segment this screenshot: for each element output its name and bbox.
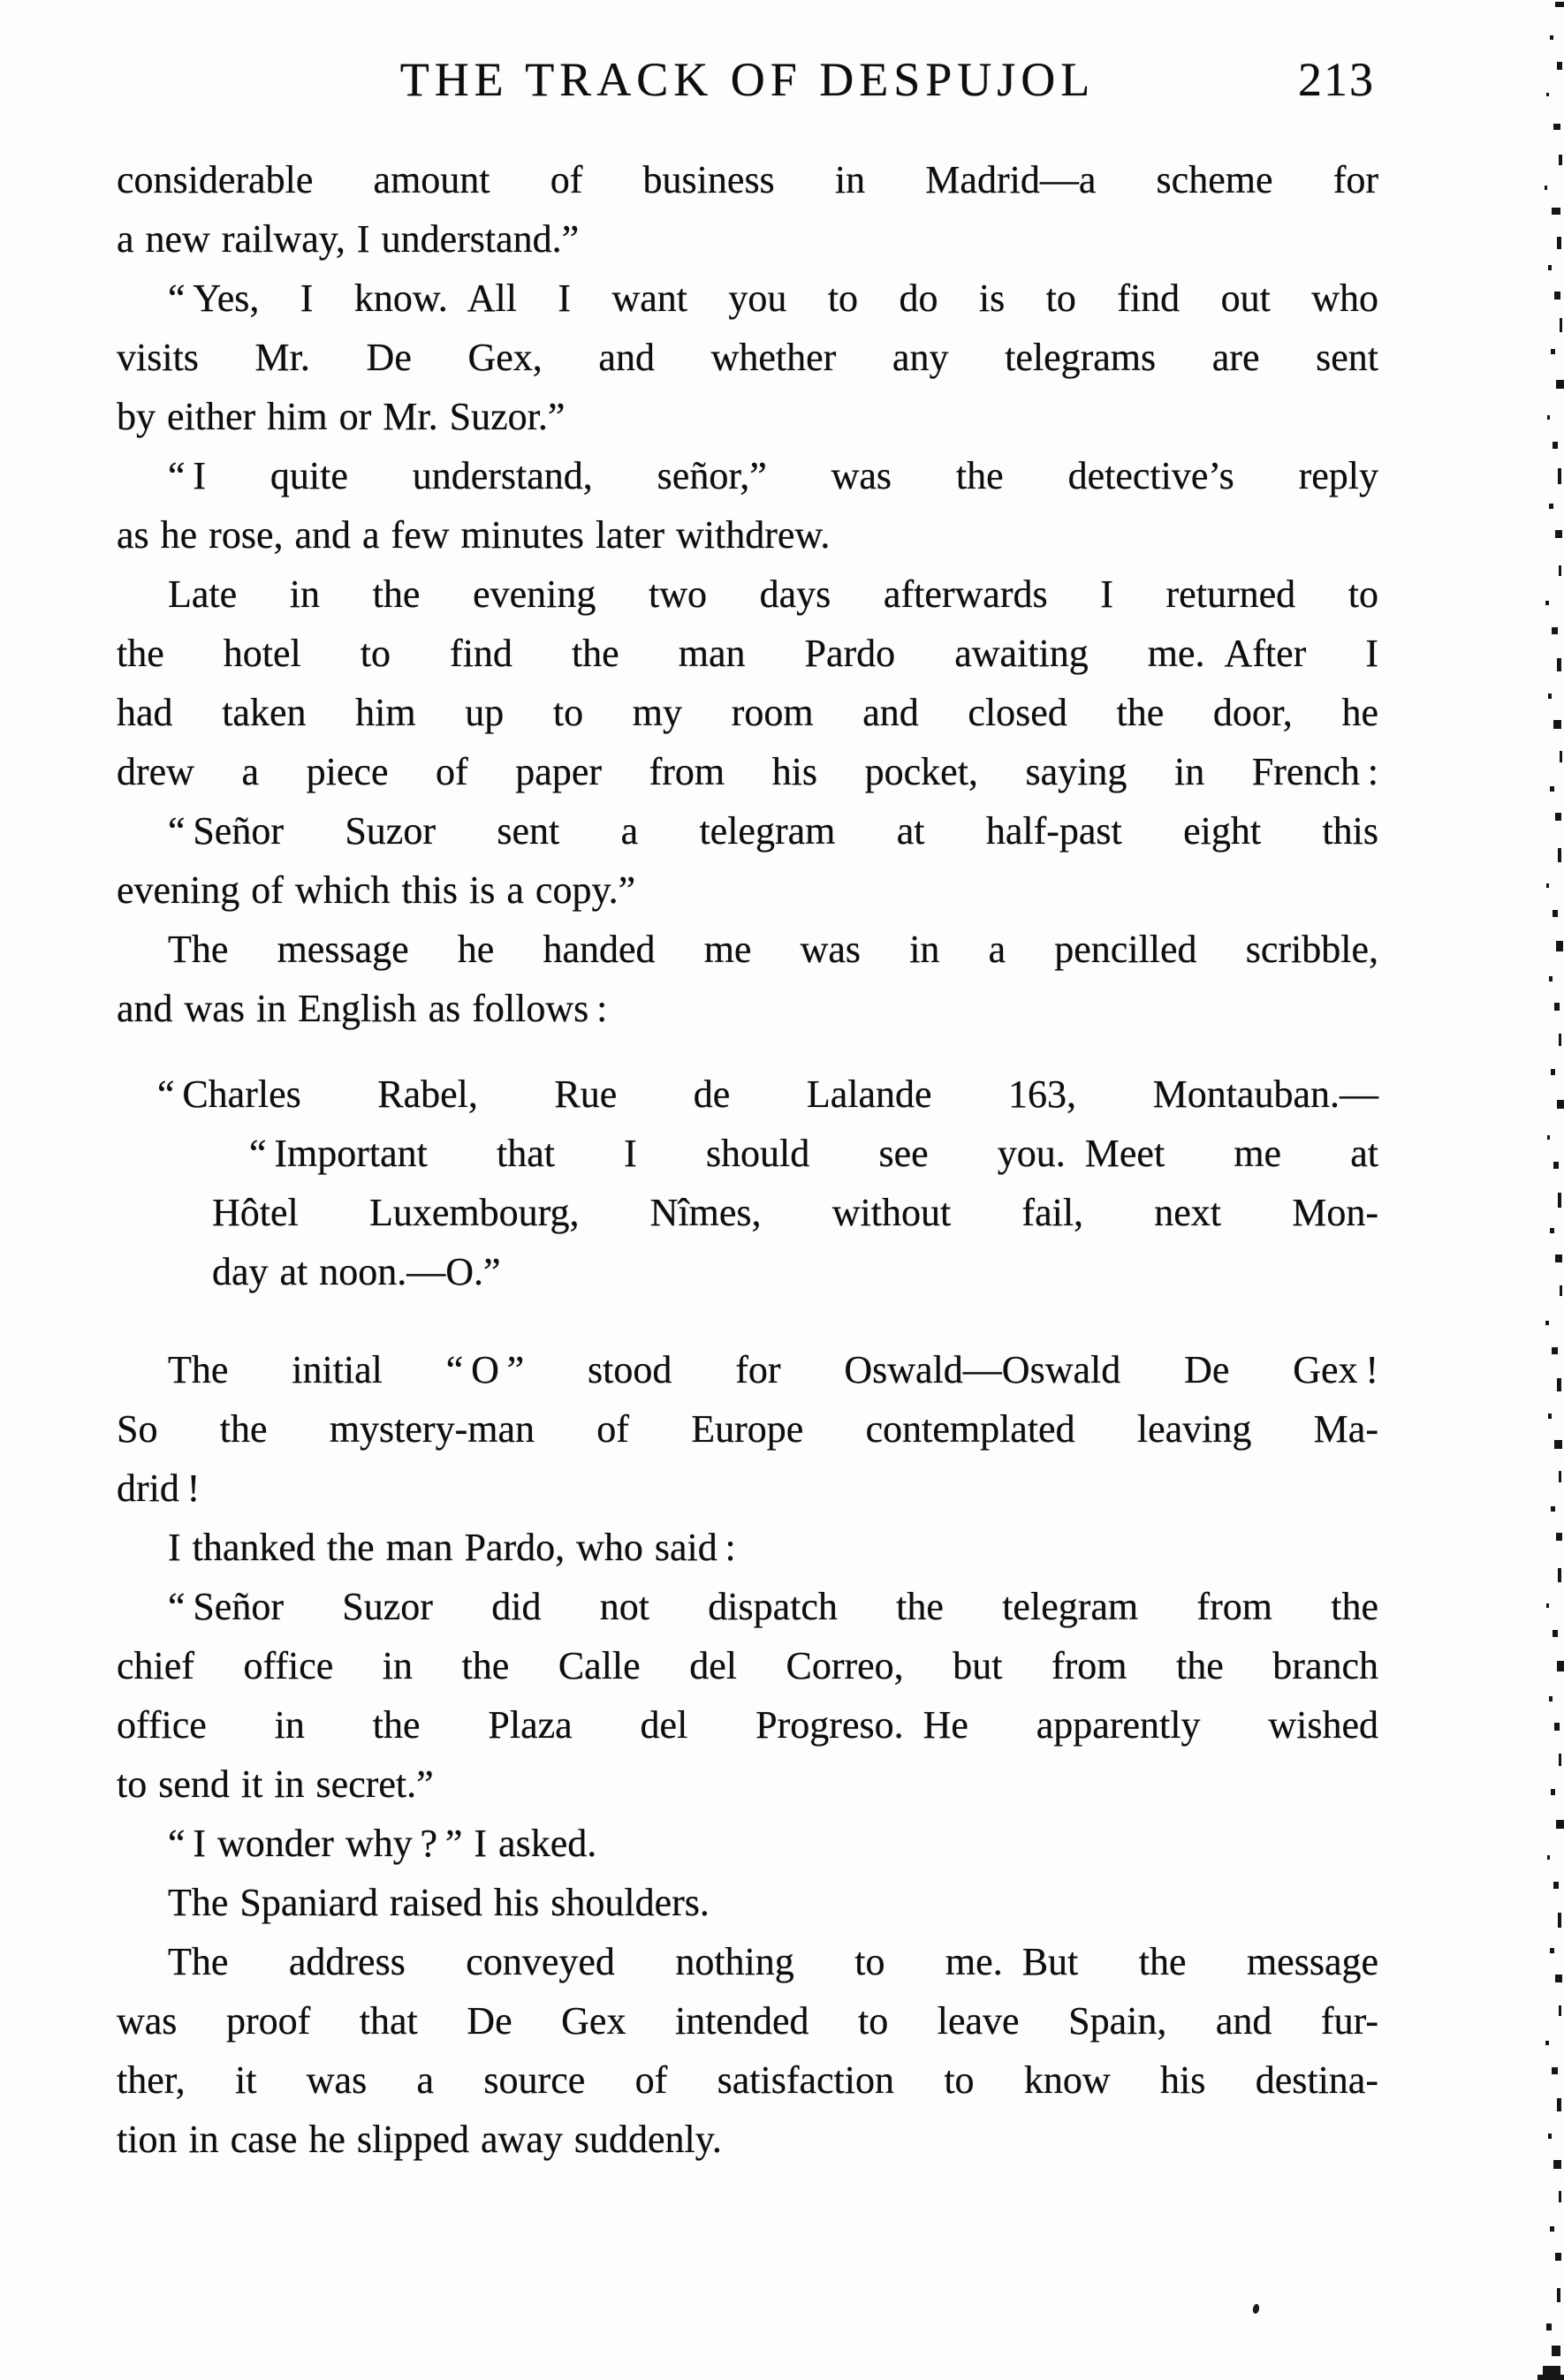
text-line: “ Señor Suzor did not dispatch the telegram from the — [168, 1585, 1378, 1628]
paragraph — [117, 1518, 1378, 1577]
text-line: office in the Plaza del Progreso. He apparently wished — [117, 1703, 1378, 1747]
text-line: The address conveyed nothing to me. But the message — [168, 1940, 1378, 1983]
text-line: Late in the evening two days afterwards I returned to — [168, 572, 1378, 616]
paragraph — [117, 150, 1378, 269]
paragraph — [117, 1814, 1378, 1873]
text-line: The Spaniard raised his shoulders. — [168, 1881, 710, 1924]
text-line: drid ! — [117, 1467, 201, 1510]
text-line: considerable amount of business in Madrid—a scheme for — [117, 158, 1378, 201]
paragraph — [117, 1577, 1378, 1814]
text-line: drew a piece of paper from his pocket, saying in French : — [117, 750, 1378, 793]
ink-speck — [1252, 2303, 1260, 2314]
text-line: Hôtel Luxembourg, Nîmes, without fail, next Mon- — [212, 1191, 1378, 1234]
text-line: a new railway, I understand.” — [117, 217, 580, 261]
text-line: “ Señor Suzor sent a telegram at half-past eight this — [168, 809, 1378, 853]
text-line: “ Charles Rabel, Rue de Lalande 163, Montauban.— — [157, 1073, 1378, 1116]
text-line: by either him or Mr. Suzor.” — [117, 395, 566, 438]
telegram_quote — [157, 1065, 1378, 1301]
text-line: had taken him up to my room and closed the door, he — [117, 691, 1378, 734]
text-line: tion in case he slipped away suddenly. — [117, 2118, 722, 2161]
text-line: I thanked the man Pardo, who said : — [168, 1526, 736, 1569]
paragraph — [117, 565, 1378, 801]
page-edge-scan-noise — [1537, 0, 1564, 2380]
text-line: and was in English as follows : — [117, 987, 608, 1030]
text-block — [117, 150, 1378, 2169]
paragraph — [117, 1932, 1378, 2169]
paragraph — [117, 446, 1378, 565]
text-line: ther, it was a source of satisfaction to know his destina- — [117, 2058, 1378, 2102]
text-line: The message he handed me was in a pencilled scribble, — [168, 928, 1378, 971]
text-line: “ Important that I should see you. Meet me at — [249, 1132, 1378, 1175]
text-line: as he rose, and a few minutes later withdrew. — [117, 513, 831, 557]
paragraph — [117, 920, 1378, 1038]
text-line: chief office in the Calle del Correo, but from the branch — [117, 1644, 1378, 1687]
paragraph — [117, 269, 1378, 446]
text-line: to send it in secret.” — [117, 1762, 434, 1806]
text-line: visits Mr. De Gex, and whether any telegrams are sent — [117, 336, 1378, 379]
text-line: So the mystery-man of Europe contemplated leaving Ma- — [117, 1407, 1378, 1451]
text-line: was proof that De Gex intended to leave Spain, and fur- — [117, 1999, 1378, 2043]
page-title: THE TRACK OF DESPUJOL — [399, 53, 1096, 106]
page-number: 213 — [1298, 53, 1375, 106]
paragraph — [117, 1340, 1378, 1518]
text-line: “ I wonder why ? ” I asked. — [168, 1822, 597, 1865]
paragraph — [117, 1873, 1378, 1932]
text-line: the hotel to find the man Pardo awaiting me. After I — [117, 632, 1378, 675]
text-line: evening of which this is a copy.” — [117, 868, 636, 912]
text-line: “ Yes, I know. All I want you to do is to find out who — [168, 277, 1378, 320]
text-line: day at noon.—O.” — [212, 1250, 501, 1293]
running-head — [117, 53, 1378, 106]
text-line: The initial “ O ” stood for Oswald—Oswald De Gex ! — [168, 1348, 1378, 1391]
paragraph — [117, 801, 1378, 920]
text-line: “ I quite understand, señor,” was the detective’s reply — [168, 454, 1378, 497]
